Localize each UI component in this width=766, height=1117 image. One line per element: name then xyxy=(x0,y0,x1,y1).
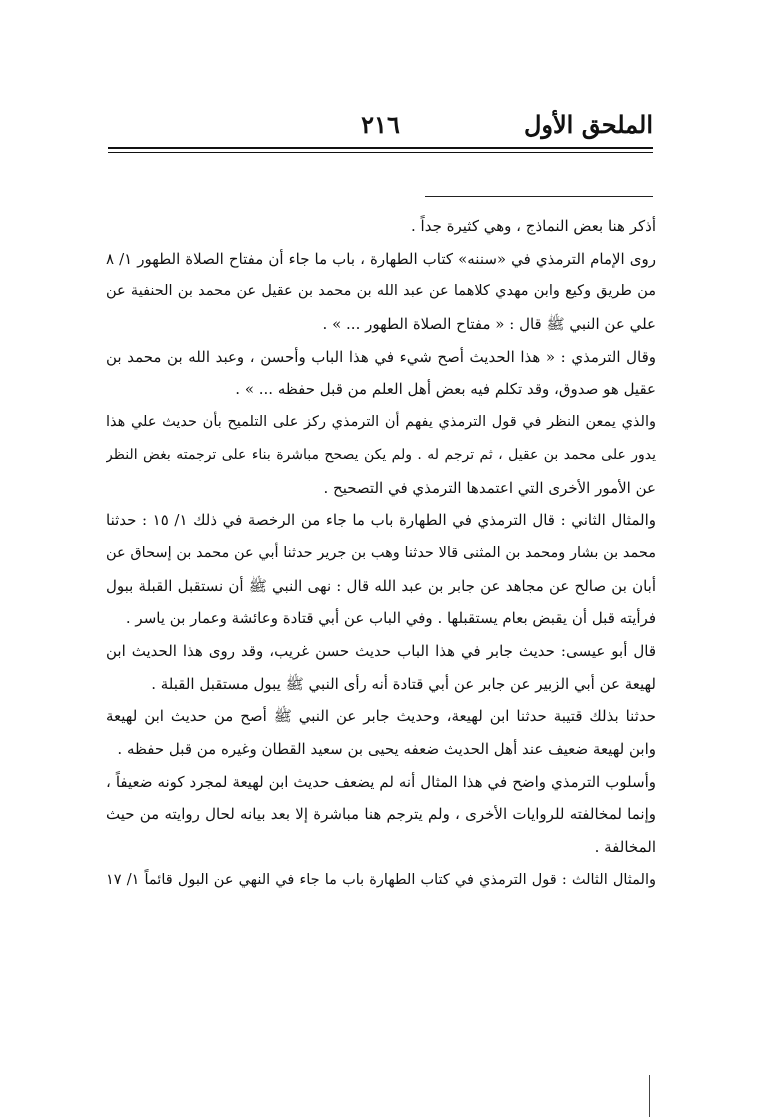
text-line: فرأيته قبل أن يقبض بعام يستقبلها . وفي الباب عن أبي قتادة وعائشة وعمار بن ياسر . xyxy=(125,609,656,628)
text-line: والمثال الثاني : قال الترمذي في الطهارة باب ما جاء من الرخصة في ذلك ١/ ١٥ : حدثنا xyxy=(106,511,656,530)
text-line: لهيعة عن أبي الزبير عن جابر عن أبي قتادة أنه رأى النبي ﷺ يبول مستقبل القبلة . xyxy=(151,674,656,693)
text-line: علي عن النبي ﷺ قال : « مفتاح الصلاة الطهور ... » . xyxy=(322,315,656,334)
text-line: عن الأمور الأخرى التي اعتمدها الترمذي في التصحيح . xyxy=(323,478,656,497)
margin-line xyxy=(649,1075,650,1117)
text-line: وقال الترمذي : « هذا الحديث أصح شيء في هذا الباب وأحسن ، وعبد الله بن محمد بن xyxy=(106,347,656,366)
text-line: عقيل هو صدوق، وقد تكلم فيه بعض أهل العلم من قبل حفظه ... » . xyxy=(235,380,656,399)
header-title: الملحق الأول xyxy=(523,110,653,139)
section-rule xyxy=(425,196,653,197)
text-line: وإنما لمخالفته للروايات الأخرى ، ولم يترجم هنا مباشرة إلا بعد بيانه لحال روايته من حيث xyxy=(106,805,656,824)
text-line: روى الإمام الترمذي في «سننه» كتاب الطهارة ، باب ما جاء أن مفتاح الصلاة الطهور ١/ ٨ xyxy=(106,249,656,268)
text-line: أبان بن صالح عن مجاهد عن جابر بن عبد الله قال : نهى النبي ﷺ أن نستقبل القبلة ببول xyxy=(106,576,656,595)
text-line: يدور على محمد بن عقيل ، ثم ترجم له . ولم يكن يصحح مباشرة بناء على ترجمته بغض النظر xyxy=(106,446,656,463)
text-line: والمثال الثالث : قول الترمذي في كتاب الطهارة باب ما جاء في النهي عن البول قائماً ١/ ١٧ xyxy=(106,871,656,888)
text-line: حدثنا بذلك قتيبة حدثنا ابن لهيعة، وحديث جابر عن النبي ﷺ أصح من حديث ابن لهيعة xyxy=(106,707,656,726)
text-line: من طريق وكيع وابن مهدي كلاهما عن عبد الله بن محمد بن عقيل عن محمد بن الحنفية عن xyxy=(106,283,656,300)
header-rule-thin xyxy=(108,152,653,153)
running-header xyxy=(108,110,653,146)
page-number: ٢١٦ xyxy=(361,110,400,139)
text-line: وابن لهيعة ضعيف عند أهل الحديث ضعفه يحيى بن سعيد القطان وغيره من قبل حفظه . xyxy=(117,740,656,758)
text-line: والذي يمعن النظر في قول الترمذي يفهم أن الترمذي ركز على التلميح بأن حديث علي هذا xyxy=(106,414,656,431)
text-line: المخالفة . xyxy=(594,838,656,857)
body-text xyxy=(106,210,656,896)
text-line: أذكر هنا بعض النماذج ، وهي كثيرة جداً . xyxy=(411,217,656,235)
text-line: محمد بن بشار ومحمد بن المثنى قالا حدثنا وهب بن جرير حدثنا أبي عن محمد بن إسحاق عن xyxy=(106,544,656,561)
text-line: قال أبو عيسى: حديث جابر في هذا الباب حديث حسن غريب، وقد روى هذا الحديث ابن xyxy=(106,641,656,660)
text-line: وأسلوب الترمذي واضح في هذا المثال أنه لم يضعف حديث ابن لهيعة لمجرد كونه ضعيفاً ، xyxy=(106,772,656,791)
header-rule xyxy=(108,147,653,149)
